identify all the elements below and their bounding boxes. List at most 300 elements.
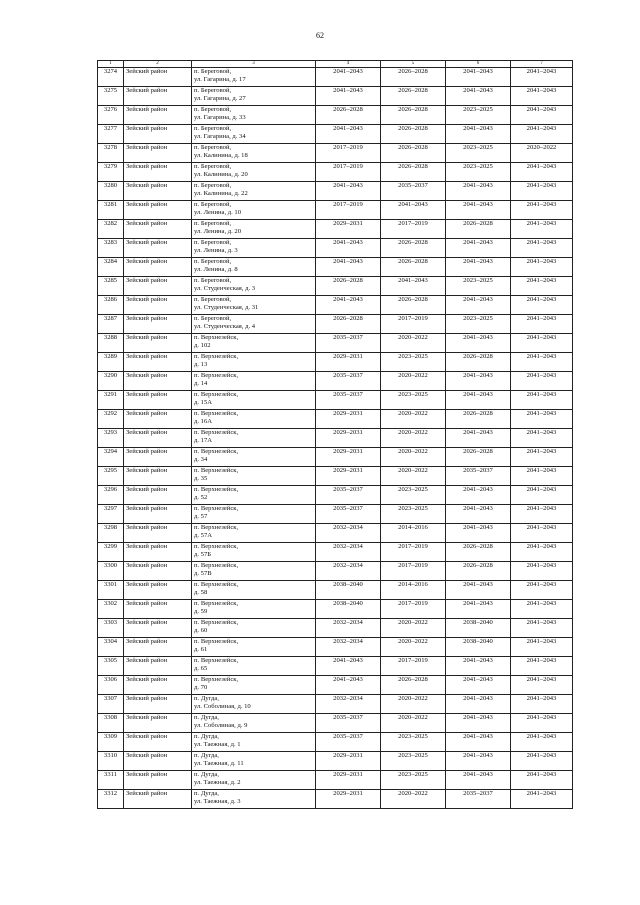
address-cell [192, 657, 316, 676]
address-settlement: п. Дугда, [194, 733, 219, 740]
table-row [98, 657, 573, 676]
address-street: ул. Соболиная, д. 9 [194, 722, 248, 729]
year-range-col5: 2020–2022 [381, 619, 446, 638]
district-cell: Зейский район [124, 410, 192, 429]
year-range-col6: 2023–2025 [446, 163, 511, 182]
table-row [98, 125, 573, 144]
row-number: 3302 [98, 600, 124, 619]
year-range-col6: 2041–2043 [446, 752, 511, 771]
year-range-col6: 2041–2043 [446, 581, 511, 600]
address-settlement: п. Береговой, [194, 277, 232, 284]
address-settlement: п. Береговой, [194, 68, 232, 75]
year-range-col4: 2026–2028 [316, 106, 381, 125]
year-range-col5: 2026–2028 [381, 106, 446, 125]
district-cell: Зейский район [124, 524, 192, 543]
table-row [98, 486, 573, 505]
year-range-col5: 2023–2025 [381, 486, 446, 505]
row-number: 3301 [98, 581, 124, 600]
year-range-col5: 2023–2025 [381, 752, 446, 771]
year-range-col7: 2041–2043 [511, 695, 573, 714]
address-street: ул. Таежная, д. 2 [194, 779, 241, 786]
row-number: 3312 [98, 790, 124, 809]
address-cell [192, 334, 316, 353]
district-cell: Зейский район [124, 315, 192, 334]
year-range-col6: 2041–2043 [446, 258, 511, 277]
address-street: ул. Гагарина, д. 34 [194, 133, 246, 140]
district-cell: Зейский район [124, 277, 192, 296]
row-number: 3304 [98, 638, 124, 657]
year-range-col7: 2041–2043 [511, 505, 573, 524]
year-range-col6: 2041–2043 [446, 334, 511, 353]
year-range-col5: 2020–2022 [381, 334, 446, 353]
page-number: 62 [316, 31, 324, 40]
address-cell [192, 638, 316, 657]
row-number: 3309 [98, 733, 124, 752]
address-settlement: п. Береговой, [194, 144, 232, 151]
year-range-col6: 2041–2043 [446, 125, 511, 144]
address-settlement: п. Береговой, [194, 296, 232, 303]
address-settlement: п. Дугда, [194, 752, 219, 759]
year-range-col7: 2041–2043 [511, 752, 573, 771]
year-range-col4: 2038–2040 [316, 581, 381, 600]
year-range-col4: 2017–2019 [316, 201, 381, 220]
address-settlement: п. Верхнезейск, [194, 657, 239, 664]
row-number: 3290 [98, 372, 124, 391]
table-row [98, 581, 573, 600]
year-range-col6: 2041–2043 [446, 68, 511, 87]
table-row [98, 201, 573, 220]
address-street: ул. Ленина, д. 3 [194, 247, 238, 254]
row-number: 3284 [98, 258, 124, 277]
year-range-col5: 2020–2022 [381, 410, 446, 429]
year-range-col7: 2041–2043 [511, 581, 573, 600]
address-street: ул. Калинина, д. 22 [194, 190, 248, 197]
table-row [98, 372, 573, 391]
table-row [98, 106, 573, 125]
year-range-col6: 2041–2043 [446, 695, 511, 714]
column-number: 4 [316, 61, 381, 68]
table-row [98, 239, 573, 258]
year-range-col4: 2017–2019 [316, 163, 381, 182]
column-number-row [98, 61, 573, 68]
row-number: 3299 [98, 543, 124, 562]
table-row [98, 277, 573, 296]
table-row [98, 315, 573, 334]
row-number: 3296 [98, 486, 124, 505]
address-settlement: п. Верхнезейск, [194, 562, 239, 569]
year-range-col4: 2029–2031 [316, 790, 381, 809]
table-row [98, 353, 573, 372]
row-number: 3282 [98, 220, 124, 239]
year-range-col6: 2041–2043 [446, 239, 511, 258]
year-range-col7: 2041–2043 [511, 771, 573, 790]
district-cell: Зейский район [124, 600, 192, 619]
schedule-table [97, 60, 573, 809]
address-settlement: п. Верхнезейск, [194, 486, 239, 493]
row-number: 3294 [98, 448, 124, 467]
year-range-col6: 2041–2043 [446, 201, 511, 220]
row-number: 3311 [98, 771, 124, 790]
district-cell: Зейский район [124, 182, 192, 201]
row-number: 3291 [98, 391, 124, 410]
year-range-col7: 2041–2043 [511, 391, 573, 410]
row-number: 3288 [98, 334, 124, 353]
year-range-col4: 2029–2031 [316, 429, 381, 448]
address-street: ул. Таежная, д. 11 [194, 760, 244, 767]
address-settlement: п. Верхнезейск, [194, 391, 239, 398]
address-street: ул. Студенческая, д. 4 [194, 323, 256, 330]
year-range-col7: 2041–2043 [511, 296, 573, 315]
row-number: 3298 [98, 524, 124, 543]
year-range-col6: 2041–2043 [446, 600, 511, 619]
address-cell [192, 543, 316, 562]
year-range-col4: 2041–2043 [316, 125, 381, 144]
address-settlement: п. Верхнезейск, [194, 543, 239, 550]
address-settlement: п. Береговой, [194, 125, 232, 132]
address-cell [192, 163, 316, 182]
year-range-col5: 2017–2019 [381, 220, 446, 239]
year-range-col6: 2041–2043 [446, 87, 511, 106]
address-settlement: п. Верхнезейск, [194, 372, 239, 379]
address-settlement: п. Береговой, [194, 201, 232, 208]
table-row [98, 296, 573, 315]
table-row [98, 752, 573, 771]
year-range-col5: 2017–2019 [381, 543, 446, 562]
address-settlement: п. Верхнезейск, [194, 467, 239, 474]
address-street: ул. Студенческая, д. 3 [194, 285, 256, 292]
table-row [98, 163, 573, 182]
row-number: 3279 [98, 163, 124, 182]
year-range-col7: 2041–2043 [511, 353, 573, 372]
row-number: 3278 [98, 144, 124, 163]
district-cell: Зейский район [124, 486, 192, 505]
district-cell: Зейский район [124, 220, 192, 239]
table-row [98, 543, 573, 562]
district-cell: Зейский район [124, 790, 192, 809]
row-number: 3305 [98, 657, 124, 676]
year-range-col5: 2041–2043 [381, 201, 446, 220]
table-row [98, 182, 573, 201]
year-range-col7: 2041–2043 [511, 562, 573, 581]
year-range-col6: 2023–2025 [446, 106, 511, 125]
address-street: ул. Ленина, д. 10 [194, 209, 242, 216]
row-number: 3283 [98, 239, 124, 258]
year-range-col7: 2041–2043 [511, 87, 573, 106]
address-settlement: п. Верхнезейск, [194, 524, 239, 531]
district-cell: Зейский район [124, 771, 192, 790]
address-settlement: п. Верхнезейск, [194, 334, 239, 341]
row-number: 3275 [98, 87, 124, 106]
address-street: д. 60 [194, 627, 208, 634]
address-settlement: п. Дугда, [194, 790, 219, 797]
year-range-col4: 2035–2037 [316, 372, 381, 391]
district-cell: Зейский район [124, 676, 192, 695]
column-number: 1 [98, 61, 124, 68]
address-cell [192, 391, 316, 410]
year-range-col7: 2041–2043 [511, 429, 573, 448]
address-cell [192, 733, 316, 752]
year-range-col4: 2032–2034 [316, 543, 381, 562]
row-number: 3295 [98, 467, 124, 486]
address-settlement: п. Береговой, [194, 315, 232, 322]
year-range-col5: 2023–2025 [381, 771, 446, 790]
district-cell: Зейский район [124, 144, 192, 163]
year-range-col4: 2041–2043 [316, 657, 381, 676]
year-range-col6: 2041–2043 [446, 429, 511, 448]
year-range-col6: 2041–2043 [446, 524, 511, 543]
year-range-col6: 2041–2043 [446, 771, 511, 790]
year-range-col5: 2026–2028 [381, 87, 446, 106]
row-number: 3277 [98, 125, 124, 144]
address-settlement: п. Береговой, [194, 182, 232, 189]
district-cell: Зейский район [124, 353, 192, 372]
column-number: 3 [192, 61, 316, 68]
table-row [98, 600, 573, 619]
column-number: 5 [381, 61, 446, 68]
year-range-col6: 2023–2025 [446, 144, 511, 163]
address-cell [192, 790, 316, 809]
address-settlement: п. Береговой, [194, 163, 232, 170]
year-range-col5: 2023–2025 [381, 353, 446, 372]
row-number: 3289 [98, 353, 124, 372]
year-range-col4: 2029–2031 [316, 448, 381, 467]
table-row [98, 733, 573, 752]
address-street: д. 13 [194, 361, 208, 368]
address-cell [192, 182, 316, 201]
year-range-col5: 2017–2019 [381, 315, 446, 334]
address-street: д. 61 [194, 646, 208, 653]
district-cell: Зейский район [124, 581, 192, 600]
address-settlement: п. Верхнезейск, [194, 448, 239, 455]
district-cell: Зейский район [124, 467, 192, 486]
address-settlement: п. Дугда, [194, 714, 219, 721]
year-range-col5: 2026–2028 [381, 125, 446, 144]
column-number: 2 [124, 61, 192, 68]
row-number: 3280 [98, 182, 124, 201]
district-cell: Зейский район [124, 714, 192, 733]
row-number: 3297 [98, 505, 124, 524]
year-range-col7: 2041–2043 [511, 315, 573, 334]
district-cell: Зейский район [124, 391, 192, 410]
year-range-col6: 2023–2025 [446, 315, 511, 334]
address-cell [192, 695, 316, 714]
address-settlement: п. Верхнезейск, [194, 619, 239, 626]
year-range-col6: 2026–2028 [446, 410, 511, 429]
year-range-col6: 2026–2028 [446, 353, 511, 372]
year-range-col7: 2041–2043 [511, 182, 573, 201]
address-settlement: п. Верхнезейск, [194, 638, 239, 645]
address-street: ул. Соболиная, д. 10 [194, 703, 251, 710]
year-range-col4: 2041–2043 [316, 68, 381, 87]
address-settlement: п. Береговой, [194, 258, 232, 265]
year-range-col5: 2026–2028 [381, 296, 446, 315]
year-range-col5: 2026–2028 [381, 68, 446, 87]
address-cell [192, 524, 316, 543]
year-range-col5: 2017–2019 [381, 600, 446, 619]
year-range-col7: 2041–2043 [511, 714, 573, 733]
year-range-col4: 2029–2031 [316, 752, 381, 771]
year-range-col6: 2026–2028 [446, 448, 511, 467]
year-range-col5: 2020–2022 [381, 467, 446, 486]
district-cell: Зейский район [124, 752, 192, 771]
year-range-col6: 2041–2043 [446, 372, 511, 391]
address-street: ул. Калинина, д. 20 [194, 171, 248, 178]
year-range-col7: 2041–2043 [511, 790, 573, 809]
year-range-col6: 2041–2043 [446, 676, 511, 695]
address-street: д. 35 [194, 475, 208, 482]
district-cell: Зейский район [124, 163, 192, 182]
year-range-col5: 2023–2025 [381, 505, 446, 524]
year-range-col5: 2017–2019 [381, 657, 446, 676]
address-street: д. 57Б [194, 551, 212, 558]
address-street: ул. Студенческая, д. 31 [194, 304, 259, 311]
address-settlement: п. Береговой, [194, 220, 232, 227]
year-range-col5: 2023–2025 [381, 391, 446, 410]
address-street: д. 65 [194, 665, 208, 672]
table-body [98, 61, 573, 809]
year-range-col5: 2014–2016 [381, 524, 446, 543]
year-range-col4: 2035–2037 [316, 714, 381, 733]
year-range-col5: 2020–2022 [381, 638, 446, 657]
table-row [98, 638, 573, 657]
table-row [98, 619, 573, 638]
district-cell: Зейский район [124, 87, 192, 106]
year-range-col7: 2020–2022 [511, 144, 573, 163]
year-range-col4: 2029–2031 [316, 353, 381, 372]
address-cell [192, 676, 316, 695]
address-cell [192, 562, 316, 581]
year-range-col6: 2041–2043 [446, 391, 511, 410]
table-row [98, 144, 573, 163]
year-range-col6: 2041–2043 [446, 657, 511, 676]
year-range-col7: 2041–2043 [511, 524, 573, 543]
table-row [98, 790, 573, 809]
row-number: 3300 [98, 562, 124, 581]
district-cell: Зейский район [124, 106, 192, 125]
address-street: ул. Гагарина, д. 33 [194, 114, 246, 121]
address-settlement: п. Верхнезейск, [194, 429, 239, 436]
year-range-col4: 2032–2034 [316, 562, 381, 581]
year-range-col4: 2029–2031 [316, 220, 381, 239]
year-range-col6: 2038–2040 [446, 638, 511, 657]
address-cell [192, 486, 316, 505]
address-cell [192, 87, 316, 106]
row-number: 3293 [98, 429, 124, 448]
address-street: ул. Таежная, д. 1 [194, 741, 241, 748]
district-cell: Зейский район [124, 372, 192, 391]
address-street: д. 57В [194, 570, 212, 577]
year-range-col5: 2014–2016 [381, 581, 446, 600]
year-range-col5: 2026–2028 [381, 258, 446, 277]
year-range-col4: 2035–2037 [316, 486, 381, 505]
address-street: ул. Таежная, д. 3 [194, 798, 241, 805]
year-range-col6: 2041–2043 [446, 505, 511, 524]
table-row [98, 391, 573, 410]
district-cell: Зейский район [124, 448, 192, 467]
table-row [98, 68, 573, 87]
year-range-col4: 2035–2037 [316, 505, 381, 524]
year-range-col5: 2017–2019 [381, 562, 446, 581]
year-range-col6: 2026–2028 [446, 562, 511, 581]
address-cell [192, 125, 316, 144]
district-cell: Зейский район [124, 334, 192, 353]
year-range-col7: 2041–2043 [511, 657, 573, 676]
year-range-col4: 2029–2031 [316, 410, 381, 429]
year-range-col4: 2035–2037 [316, 391, 381, 410]
table-row [98, 771, 573, 790]
year-range-col5: 2026–2028 [381, 144, 446, 163]
address-cell [192, 600, 316, 619]
year-range-col7: 2041–2043 [511, 676, 573, 695]
address-street: д. 16А [194, 418, 213, 425]
address-street: д. 102 [194, 342, 211, 349]
address-cell [192, 410, 316, 429]
address-cell [192, 239, 316, 258]
year-range-col6: 2038–2040 [446, 619, 511, 638]
year-range-col4: 2041–2043 [316, 676, 381, 695]
address-cell [192, 277, 316, 296]
year-range-col6: 2041–2043 [446, 182, 511, 201]
address-cell [192, 771, 316, 790]
address-settlement: п. Береговой, [194, 106, 232, 113]
year-range-col7: 2041–2043 [511, 638, 573, 657]
address-settlement: п. Дугда, [194, 695, 219, 702]
address-cell [192, 144, 316, 163]
year-range-col7: 2041–2043 [511, 68, 573, 87]
year-range-col4: 2041–2043 [316, 182, 381, 201]
row-number: 3292 [98, 410, 124, 429]
year-range-col4: 2032–2034 [316, 695, 381, 714]
address-settlement: п. Дугда, [194, 771, 219, 778]
year-range-col5: 2023–2025 [381, 733, 446, 752]
year-range-col7: 2041–2043 [511, 258, 573, 277]
address-cell [192, 714, 316, 733]
row-number: 3303 [98, 619, 124, 638]
address-street: д. 70 [194, 684, 208, 691]
column-number: 7 [511, 61, 573, 68]
year-range-col4: 2041–2043 [316, 239, 381, 258]
table-row [98, 695, 573, 714]
address-settlement: п. Верхнезейск, [194, 353, 239, 360]
year-range-col7: 2041–2043 [511, 448, 573, 467]
address-street: д. 57А [194, 532, 213, 539]
table-row [98, 448, 573, 467]
address-cell [192, 752, 316, 771]
year-range-col7: 2041–2043 [511, 543, 573, 562]
address-street: ул. Гагарина, д. 27 [194, 95, 246, 102]
address-cell [192, 201, 316, 220]
row-number: 3307 [98, 695, 124, 714]
year-range-col4: 2032–2034 [316, 524, 381, 543]
table-row [98, 524, 573, 543]
address-cell [192, 619, 316, 638]
year-range-col6: 2041–2043 [446, 714, 511, 733]
address-street: д. 15А [194, 399, 213, 406]
year-range-col5: 2020–2022 [381, 695, 446, 714]
year-range-col5: 2026–2028 [381, 676, 446, 695]
row-number: 3281 [98, 201, 124, 220]
table-row [98, 505, 573, 524]
year-range-col6: 2041–2043 [446, 733, 511, 752]
address-settlement: п. Береговой, [194, 239, 232, 246]
address-street: ул. Ленина, д. 8 [194, 266, 238, 273]
year-range-col7: 2041–2043 [511, 125, 573, 144]
row-number: 3310 [98, 752, 124, 771]
year-range-col4: 2035–2037 [316, 733, 381, 752]
address-street: д. 17А [194, 437, 213, 444]
address-cell [192, 467, 316, 486]
row-number: 3306 [98, 676, 124, 695]
